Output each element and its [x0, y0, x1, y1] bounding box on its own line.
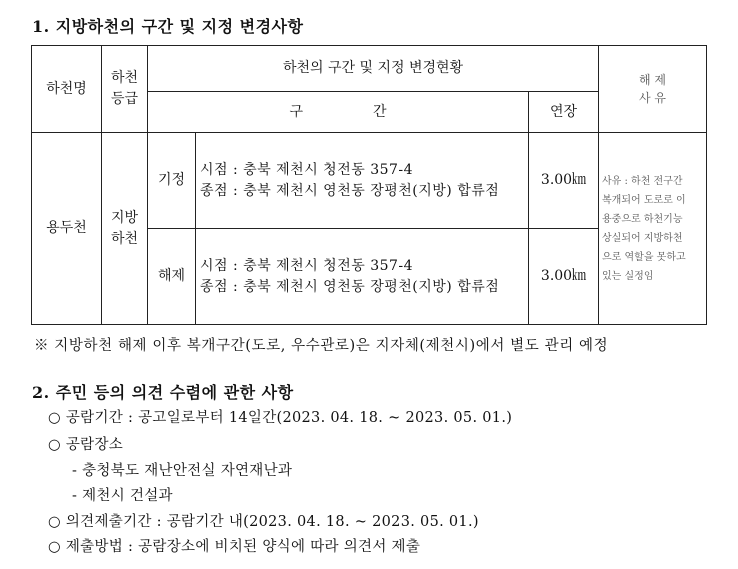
reason-line: 있는 실정임 [602, 270, 654, 282]
inspection-place-chungbuk: - 충청북도 재난안전실 자연재난과 [72, 463, 293, 479]
cell-release-reason [599, 133, 707, 325]
header-length: 연장 [529, 92, 599, 133]
header-river-grade [102, 46, 148, 133]
cell-existing-length: 3.00㎞ [529, 133, 599, 229]
header-section-char1: 구 [289, 103, 303, 120]
header-section [148, 92, 529, 133]
cell-river-name: 용두천 [32, 133, 102, 325]
cell-river-grade-line2: 하천 [110, 230, 139, 247]
existing-end-point: 종점 : 충북 제천시 영천동 장평천(지방) 합류점 [200, 182, 500, 199]
opinion-submit-method: ○ 제출방법 : 공람장소에 비치된 양식에 따라 의견서 제출 [48, 539, 421, 555]
river-change-table [31, 45, 707, 325]
released-start-point: 시점 : 충북 제천시 청전동 357-4 [200, 257, 414, 274]
section1-title: 1. 지방하천의 구간 및 지정 변경사항 [32, 17, 304, 36]
header-river-name: 하천명 [32, 46, 102, 133]
section2-title: 2. 주민 등의 의견 수렴에 관한 사항 [32, 383, 294, 402]
opinion-submit-period: ○ 의견제출기간 : 공람기간 내(2023. 04. 18. ~ 2023. 05. 01.) [48, 514, 479, 530]
inspection-place: ○ 공람장소 [48, 437, 124, 453]
inspection-place-jecheon: - 제천시 건설과 [72, 488, 173, 504]
cell-river-grade [102, 133, 148, 325]
header-river-grade-line1: 하천 [110, 70, 139, 86]
cell-released-section [196, 229, 529, 325]
header-reason [599, 46, 707, 133]
management-note: ※ 지방하천 해제 이후 복개구간(도로, 우수관로)은 지자체(제천시)에서 별도 관리 예정 [34, 338, 609, 354]
cell-existing-section [196, 133, 529, 229]
header-reason-line2: 사 유 [639, 91, 667, 105]
cell-existing-status: 기정 [148, 133, 196, 229]
header-river-grade-line2: 등급 [110, 91, 139, 107]
reason-line: 용중으로 하천기능 [602, 213, 683, 225]
header-status-group: 하천의 구간 및 지정 변경현황 [148, 46, 599, 92]
header-section-char2: 간 [373, 103, 387, 120]
cell-released-length: 3.00㎞ [529, 229, 599, 325]
existing-start-point: 시점 : 충북 제천시 청전동 357-4 [200, 161, 414, 178]
header-reason-line1: 해 제 [639, 73, 667, 87]
cell-river-grade-line1: 지방 [110, 209, 139, 226]
reason-line: 복개되어 도로로 이 [602, 194, 686, 206]
released-end-point: 종점 : 충북 제천시 영천동 장평천(지방) 합류점 [200, 278, 500, 295]
reason-line: 사유 : 하천 전구간 [602, 175, 683, 187]
inspection-period: ○ 공람기간 : 공고일로부터 14일간(2023. 04. 18. ~ 2023. 05. 01.) [48, 410, 513, 426]
cell-released-status: 해제 [148, 229, 196, 325]
reason-line: 으로 역할을 못하고 [602, 251, 686, 263]
reason-line: 상실되어 지방하천 [602, 232, 683, 244]
